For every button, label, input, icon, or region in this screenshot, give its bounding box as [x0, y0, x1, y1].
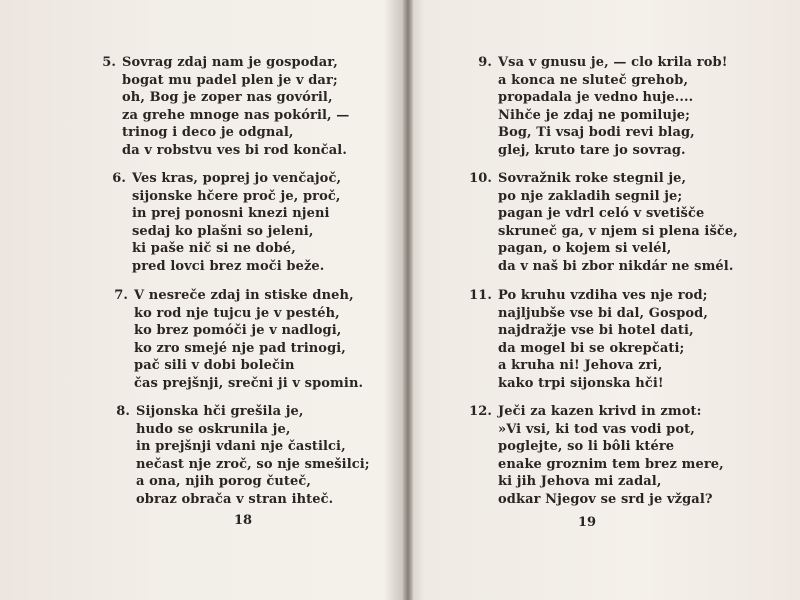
verse-line: V nesreče zdaj in stiske dneh, — [134, 288, 354, 303]
verse-line: po nje zakladih segnil je; — [498, 188, 683, 204]
verse-line: za grehe mnoge nas pokóril, — — [122, 107, 350, 123]
verse-line: sijonske hčere proč je, proč, — [132, 188, 341, 204]
verse-line: »Vi vsi, ki tod vas vodi pot, — [498, 421, 695, 437]
verse-line: Sovrag zdaj nam je gospodar, — [122, 55, 338, 70]
stanza-lines — [134, 287, 363, 392]
verse-line: da v naš bi zbor nikdár ne smél. — [498, 258, 734, 274]
verse-line: Vsa v gnusu je, — clo krila rob! — [498, 55, 728, 70]
verse-line: ki jih Jehova mi zadal, — [498, 474, 662, 489]
stanza-lines — [136, 403, 370, 508]
verse-line: Bog, Ti vsaj bodi revi blag, — [498, 125, 695, 140]
stanza-lines — [498, 287, 708, 392]
page-number: 18 — [234, 513, 253, 528]
verse-line: sedaj ko plašni so jeleni, — [132, 223, 314, 239]
right-page — [412, 0, 800, 600]
verse-line: da v robstvu ves bi rod končal. — [122, 142, 347, 158]
verse-line: poglejte, so li bôli ktére — [498, 439, 675, 454]
verse-line: ko zro smejé nje pad trinogi, — [134, 340, 346, 356]
verse-line: da mogel bi se okrepčati; — [498, 340, 685, 356]
verse-line: pagan, o kojem si velél, — [498, 241, 672, 256]
verse-line: nečast nje zroč, so nje smešilci; — [136, 456, 370, 472]
stanza-number: 8. — [116, 404, 130, 419]
verse-line: pač sili v dobi bolečin — [134, 358, 295, 373]
verse-line: a konca ne sluteč grehob, — [498, 72, 689, 88]
verse-line: najljubše vse bi dal, Gospod, — [498, 305, 708, 321]
verse-line: čas prejšnji, srečni ji v spomin. — [134, 375, 364, 391]
stanza-lines — [498, 54, 728, 159]
stanza-number: 11. — [469, 288, 492, 303]
verse-line: pred lovci brez moči beže. — [132, 258, 325, 274]
verse-line: glej, kruto tare jo sovrag. — [498, 142, 686, 158]
verse-line: Sijonska hči grešila je, — [136, 404, 304, 419]
verse-line: skruneč ga, v njem si plena išče, — [498, 223, 738, 239]
verse-line: odkar Njegov se srd je vžgal? — [498, 491, 713, 507]
verse-line: Ves kras, poprej jo venčajoč, — [132, 171, 342, 186]
stanza-number: 6. — [112, 171, 126, 186]
verse-line: obraz obrača v stran ihteč. — [136, 491, 334, 507]
verse-line: in prejšnji vdani nje častilci, — [136, 439, 346, 454]
stanza-number: 7. — [114, 288, 128, 303]
verse-line: in prej ponosni knezi njeni — [132, 206, 330, 221]
verse-line: Nihče je zdaj ne pomiluje; — [498, 107, 691, 123]
stanza-number: 9. — [478, 55, 492, 70]
verse-line: bogat mu padel plen je v dar; — [122, 72, 338, 88]
verse-line: Po kruhu vzdiha ves nje rod; — [498, 288, 708, 303]
verse-line: a kruha ni! Jehova zri, — [498, 358, 663, 373]
verse-line: ko brez pomóči je v nadlogi, — [134, 323, 342, 338]
verse-line: Ječi za kazen krivd in zmot: — [498, 404, 702, 419]
stanza-lines — [122, 54, 349, 159]
verse-line: Sovražnik roke stegnil je, — [498, 171, 687, 186]
verse-line: pagan je vdrl celó v svetišče — [498, 206, 705, 221]
verse-line: enake groznim tem brez mere, — [498, 456, 724, 472]
verse-line: kako trpi sijonska hči! — [498, 375, 664, 391]
stanza-lines — [132, 170, 341, 275]
page-number: 19 — [578, 515, 597, 530]
verse-line: hudo se oskrunila je, — [136, 421, 291, 437]
verse-line: propadala je vedno huje.... — [498, 90, 694, 105]
stanza-lines — [498, 403, 724, 508]
verse-line: najdražje vse bi hotel dati, — [498, 323, 694, 338]
stanza-number: 5. — [102, 55, 116, 70]
stanza-number: 12. — [469, 404, 492, 419]
verse-line: ki paše nič si ne dobé, — [132, 241, 296, 256]
verse-line: oh, Bog je zoper nas govóril, — [122, 90, 333, 105]
stanza-lines — [498, 170, 738, 275]
stanza-number: 10. — [469, 171, 492, 186]
verse-line: a ona, njih porog čuteč, — [136, 474, 311, 489]
verse-line: ko rod nje tujcu je v pestéh, — [134, 305, 340, 321]
verse-line: trinog i deco je odgnal, — [122, 125, 294, 140]
